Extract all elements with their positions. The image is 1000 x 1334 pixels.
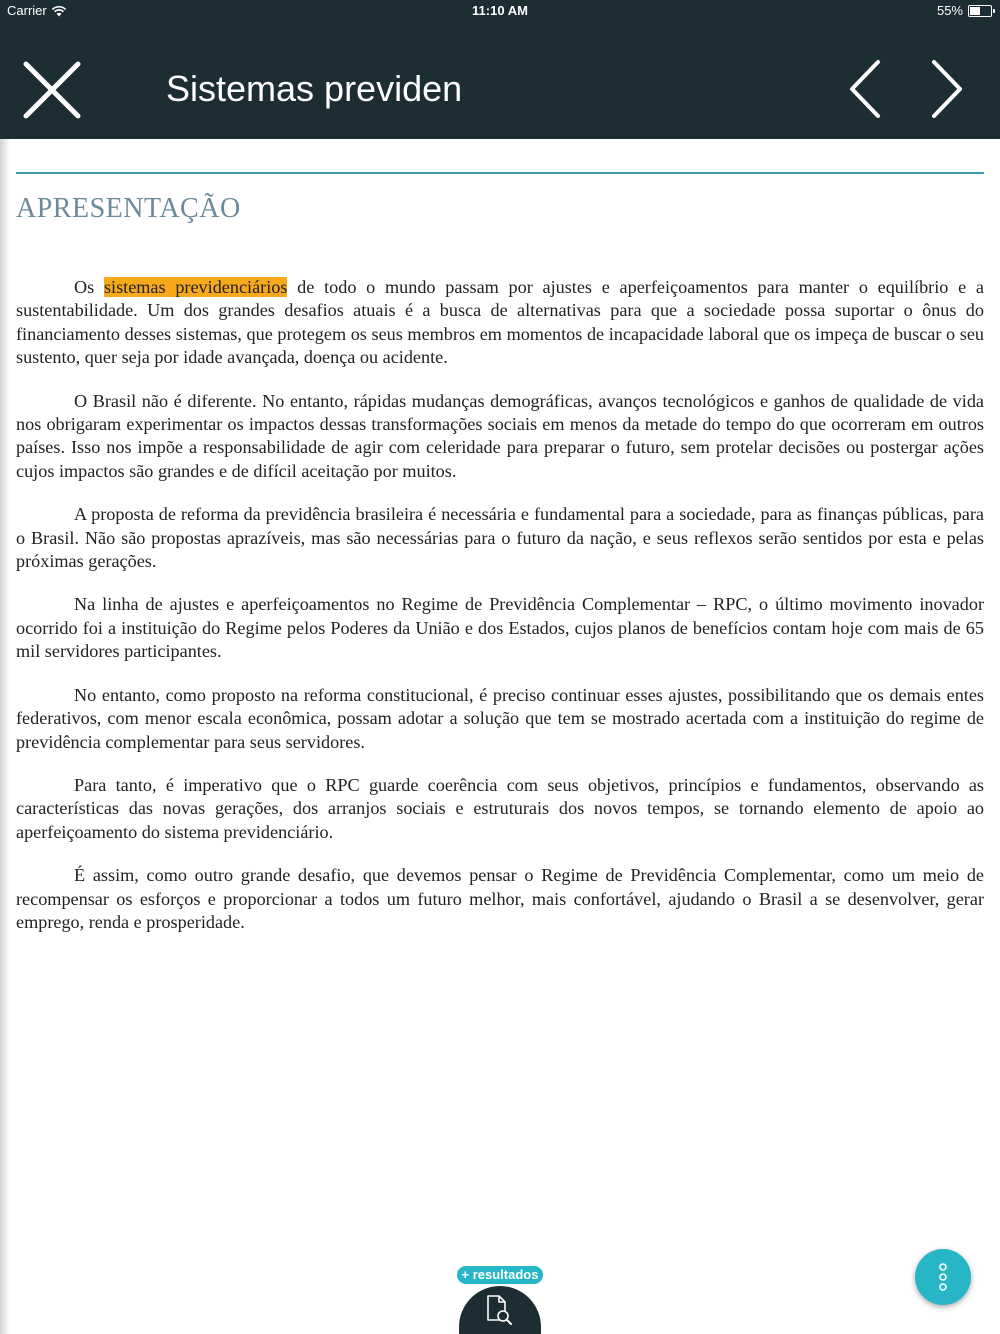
paragraph-text: Os [74, 277, 104, 297]
section-divider [16, 172, 984, 174]
battery-percent: 55% [936, 3, 963, 18]
more-options-button[interactable] [915, 1249, 971, 1305]
previous-result-button[interactable] [840, 58, 890, 124]
paragraph: Para tanto, é imperativo que o RPC guarde coerência com seus objetivos, princípios e fundamentos, observando as características das novas gerações, dos arranjos sociais e estruturais dos novos tempos, se tornando elemento de apoio ao aperfeiçoamento do sistema previdenciário. [16, 774, 984, 842]
paragraph: No entanto, como proposto na reforma constitucional, é preciso continuar esses ajustes, possibilitando que os demais entes federativos, com menor escala econômica, possam adotar a solução que tem se mostrado acertada com a instituição do regime de previdência complementar para seus servidores. [16, 684, 984, 752]
paragraph: Na linha de ajustes e aperfeiçoamentos no Regime de Previdência Complementar – RPC, o último movimento inovador ocorrido foi a instituição do Regime pelos Poderes da União e dos Estados, cujos planos de benefícios contam hoje com mais de 65 mil servidores participantes. [16, 594, 984, 662]
close-icon [18, 58, 84, 124]
battery-level [970, 7, 980, 15]
paragraph [16, 276, 984, 370]
more-vertical-icon [937, 1263, 949, 1291]
battery-icon [968, 5, 992, 17]
paragraph: O Brasil não é diferente. No entanto, rápidas mudanças demográficas, avanços tecnológicos e ganhos de qualidade de vida nos obrigaram experimentar os impactos dessas transformações sociais em menos da metade do tempo do que ocorreram em outros países. Isso nos impõe a responsabilidade de agir com celeridade para preparar o futuro, sem protelar decisões ou postergar ações cujos impactos são grandes e de difícil aceitação por muitos. [16, 390, 984, 481]
battery-indicator [937, 3, 992, 18]
page-edge-shadow [0, 139, 10, 1334]
next-result-button[interactable] [922, 58, 972, 124]
status-bar [0, 0, 1000, 22]
document-title: Sistemas previden [166, 68, 463, 109]
close-button[interactable] [18, 58, 84, 124]
section-heading: APRESENTAÇÃO [16, 193, 241, 224]
search-highlight: sistemas previdenciários [103, 277, 288, 297]
chevron-right-icon [922, 58, 972, 124]
paragraph: É assim, como outro grande desafio, que devemos pensar o Regime de Previdência Complementar, como um meio de recompensar os esforços e proporcionar a todos um futuro melhor, mais confortável, ajudando o Brasil a se desenvolver, gerar emprego, renda e prosperidade. [16, 865, 984, 932]
document-body [16, 276, 984, 954]
chevron-left-icon [840, 58, 890, 124]
clock: 11:10 AM [472, 3, 528, 18]
paragraph: A proposta de reforma da previdência brasileira é necessária e fundamental para a sociedade, para as finanças públicas, para o Brasil. Não são propostas aprazíveis, mas são necessárias para o futuro da nação, e seus reflexos serão sentidos por esta e pelas próximas gerações. [16, 504, 984, 572]
paragraph-text: de todo o mundo passam por ajustes e aperfeiçoamentos para manter o equilíbrio e a sustentabilidade. Um dos grandes desafios atuais é a busca de alternativas para que a sociedade possa suportar o ônus do financiamento desses sistemas, que protegem os seus membros em momentos de incapacidade laboral que os impeça de buscar o seu sustento, quer seja por idade avançada, doença ou acidente. [16, 277, 984, 368]
top-bar [0, 0, 1000, 139]
carrier-label: Carrier [7, 3, 47, 18]
more-results-button[interactable]: + resultados [457, 1266, 543, 1284]
search-results-tab[interactable] [459, 1286, 541, 1334]
document-search-icon [484, 1293, 516, 1327]
